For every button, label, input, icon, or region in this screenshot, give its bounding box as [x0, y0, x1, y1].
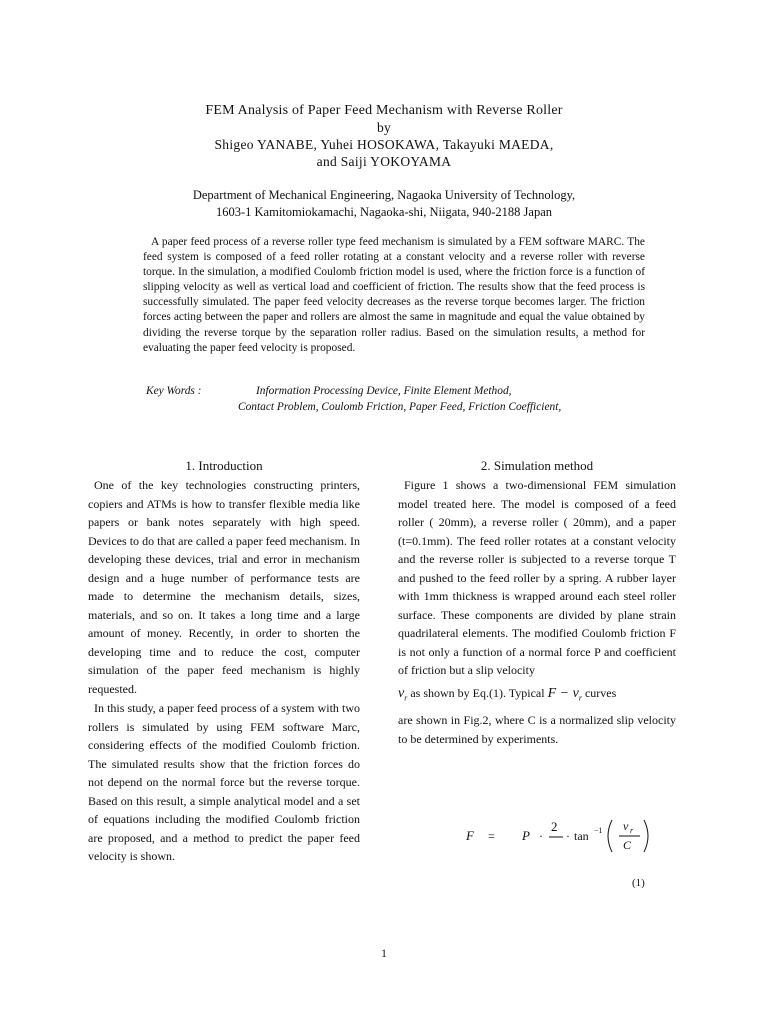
left-column	[88, 457, 360, 866]
symbol-curve-subscript: r	[578, 692, 582, 702]
paper-title: FEM Analysis of Paper Feed Mechanism with Reverse Roller	[205, 103, 563, 118]
keywords-line-2: Contact Problem, Coulomb Friction, Paper Feed, Friction Coefficient,	[238, 401, 562, 413]
eq-dot-2: ·	[566, 829, 570, 843]
authors-line-2: and Saiji YOKOYAMA	[316, 154, 452, 169]
eq-lhs: F	[466, 828, 474, 843]
equation-1	[398, 812, 676, 862]
simulation-text-end: curves	[581, 685, 617, 700]
eq-right-paren	[644, 820, 648, 852]
eq-numerator: 2	[551, 819, 558, 834]
right-column	[398, 457, 676, 748]
simulation-text-mid: as shown by Eq.(1). Typical	[407, 685, 548, 700]
equation-number: (1)	[632, 877, 645, 889]
eq-tan: tan	[574, 829, 589, 843]
eq-left-paren	[608, 820, 612, 852]
introduction-paragraph-2: In this study, a paper feed process of a system with two rollers is simulated by using FEM software Marc, considering effects of the modified Coulomb friction. The simulated results show that the friction forces do not depend on the normal force but the reverse torque. Based on this result, a simple analytical model and a set of equations including the modified Coulomb friction are proposed, and a method to predict the paper feed velocity is shown.	[88, 701, 360, 863]
keywords-label: Key Words :	[146, 385, 202, 397]
symbol-f-minus-v: F − v	[547, 685, 579, 701]
symbol-v-subscript: r	[404, 692, 408, 702]
symbol-v: v	[398, 685, 405, 701]
affiliation-line-1: Department of Mechanical Engineering, Nagaoka University of Technology,	[192, 188, 576, 202]
simulation-paragraph-b	[398, 684, 676, 708]
introduction-paragraph-1: One of the key technologies constructing printers, copiers and ATMs is how to transfer flexible media like papers or bank notes separately with high speed. Devices to do that are called a paper feed mechanism. In developing these devices, trial and error in mechanism design and a huge number of performance tests are made to determine the mechanism details, sizes, materials, and so on. It takes a long time and a large amount of money. Recently, in order to shorten the developing time and to reduce the cost, computer simulation of the paper feed mechanism is highly requested.	[88, 478, 360, 696]
affiliation	[0, 187, 768, 221]
eq-v-subscript: r	[630, 826, 634, 835]
keywords-line-1: Information Processing Device, Finite Element Method,	[256, 385, 512, 397]
by-line: by	[376, 120, 392, 135]
abstract: A paper feed process of a reverse roller type feed mechanism is simulated by a FEM software MARC. The feed system is composed of a feed roller rotating at a constant velocity and a reverse roller with reverse torque. In the simulation, a modified Coulomb friction model is used, where the friction force is a function of slipping velocity as well as vertical load and coefficient of friction. The results show that the feed process is successfully simulated. The paper feed velocity decreases as the reverse torque becomes larger. The friction forces acting between the paper and rollers are almost the same in magnitude and equal the value obtained by dividing the reverse torque by the separation roller radius. Based on the simulation results, a method for evaluating the paper feed velocity is proposed.	[143, 236, 645, 354]
affiliation-line-2: 1603-1 Kamitomiokamachi, Nagaoka-shi, Niigata, 940-2188 Japan	[215, 205, 553, 219]
eq-dot-1: ·	[539, 829, 543, 843]
authors-line-1: Shigeo YANABE, Yuhei HOSOKAWA, Takayuki MAEDA,	[214, 137, 554, 152]
section-heading-introduction: 1. Introduction	[185, 458, 263, 473]
eq-p: P	[522, 828, 530, 843]
page-number: 1	[381, 948, 387, 960]
keywords-text	[238, 383, 658, 415]
simulation-paragraph-a: Figure 1 shows a two-dimensional FEM simulation model treated here. The model is composed of a feed roller ( 20mm), a reverse roller ( 20mm), and a paper (t=0.1mm). The feed roller rotates at a constant velocity and the reverse roller is subjected to a reverse torque T and pushed to the feed roller by a spring. A rubber layer with 1mm thickness is wrapped around each steel roller surface. These components are divided by plane strain quadrilateral elements. The modified Coulomb friction F is not only a function of a normal force P and coefficient of friction but a slip velocity	[398, 478, 676, 677]
section-heading-simulation: 2. Simulation method	[480, 458, 594, 473]
eq-inverse: −1	[594, 826, 603, 835]
eq-c: C	[623, 838, 632, 852]
eq-v: v	[623, 819, 629, 833]
simulation-paragraph-c: are shown in Fig.2, where C is a normalized slip velocity to be determined by experiments.	[398, 713, 676, 746]
eq-equals: =	[488, 829, 495, 843]
title-block	[0, 102, 768, 170]
